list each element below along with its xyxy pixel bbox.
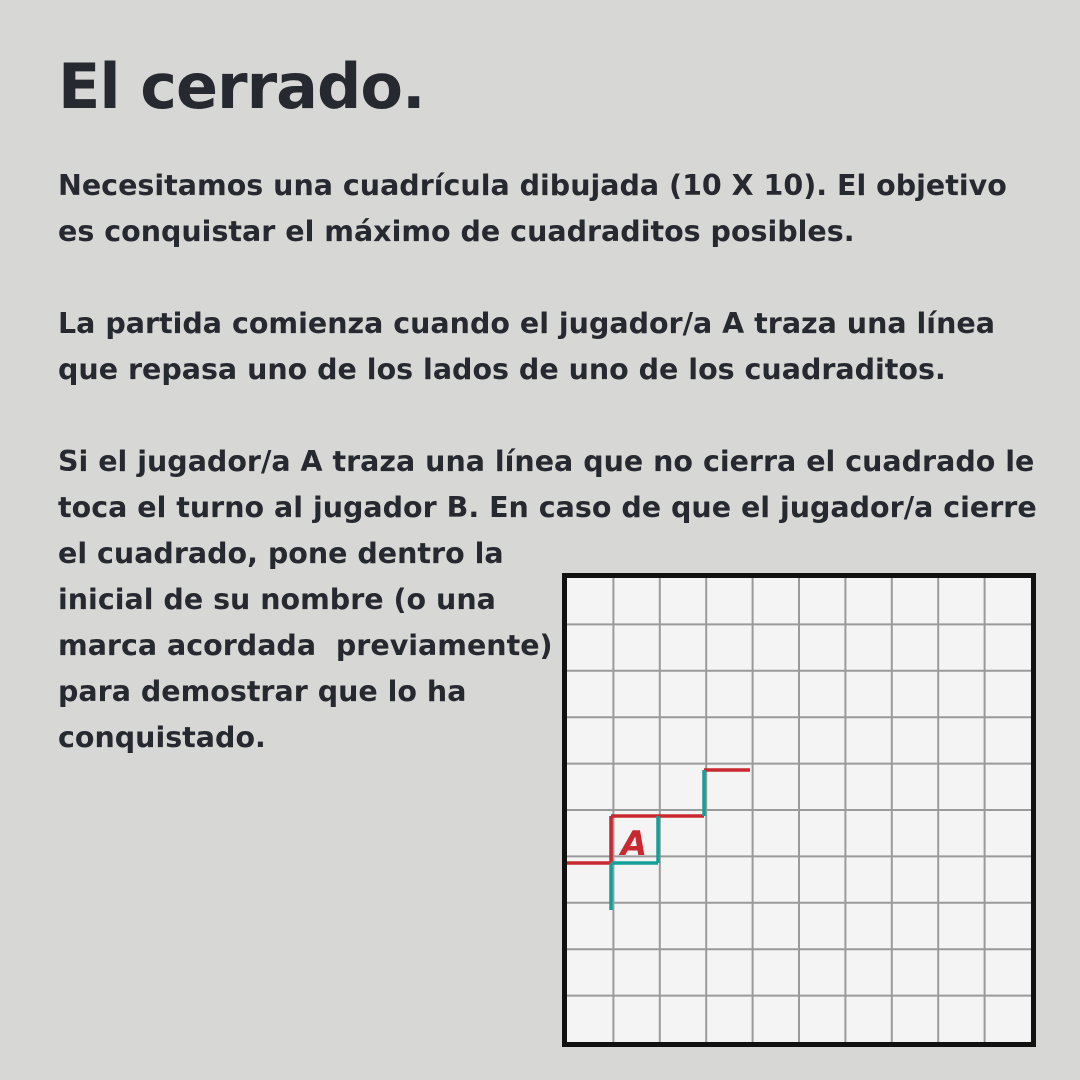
game-grid-illustration <box>562 573 1036 1047</box>
grid-drawing <box>567 578 1031 1042</box>
claimed-cell-letter: A <box>620 824 648 864</box>
intro-paragraph: Necesitamos una cuadrícula dibujada (10 X 10). El objetivo es conquistar el máximo de cuadraditos posibles. <box>58 169 1007 248</box>
player-move-lines <box>567 770 750 910</box>
start-paragraph: La partida comienza cuando el jugador/a A traza una línea que repasa uno de los lados de uno de los cuadraditos. <box>58 307 995 386</box>
turn-paragraph-continued: el cuadrado, pone dentro la inicial de su nombre (o una marca acordada previamente) para demostrar que lo ha conquistado. <box>58 537 553 754</box>
turn-paragraph: Si el jugador/a A traza una línea que no cierra el cuadrado le toca el turno al jugador B. En caso de que el jugador/a cierre <box>58 445 1037 524</box>
page-title: El cerrado. <box>58 50 425 123</box>
grid-lines <box>567 578 1031 1042</box>
